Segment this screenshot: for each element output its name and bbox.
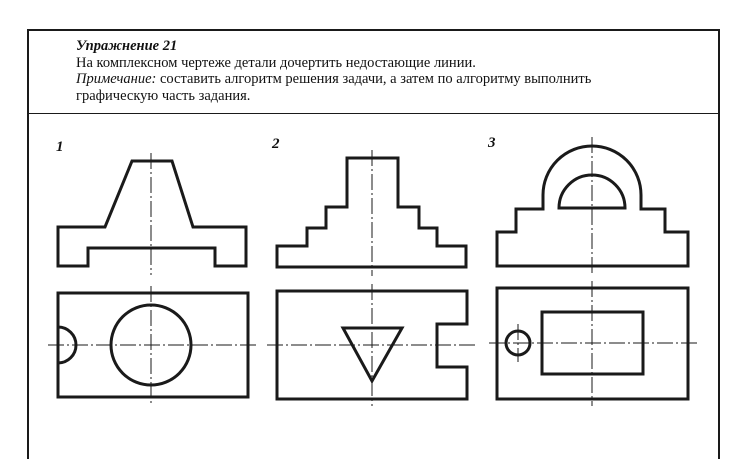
figure-number-1: 1 (56, 139, 64, 155)
figure-3-top-axes (489, 281, 697, 406)
figure-1-front-view (58, 161, 246, 266)
note-text-line2: графическую часть задания. (76, 87, 251, 104)
figure-2-top-axes (267, 284, 477, 406)
figure-number-2: 2 (272, 136, 280, 152)
exercise-task: На комплексном чертеже детали дочертить недостающие линии. (76, 54, 476, 71)
note-label: Примечание: (76, 71, 157, 87)
note-text-line1: составить алгоритм решения задачи, а затем по алгоритму выполнить (156, 71, 592, 87)
exercise-title: Упражнение 21 (76, 38, 178, 54)
figure-number-3: 3 (488, 135, 496, 151)
